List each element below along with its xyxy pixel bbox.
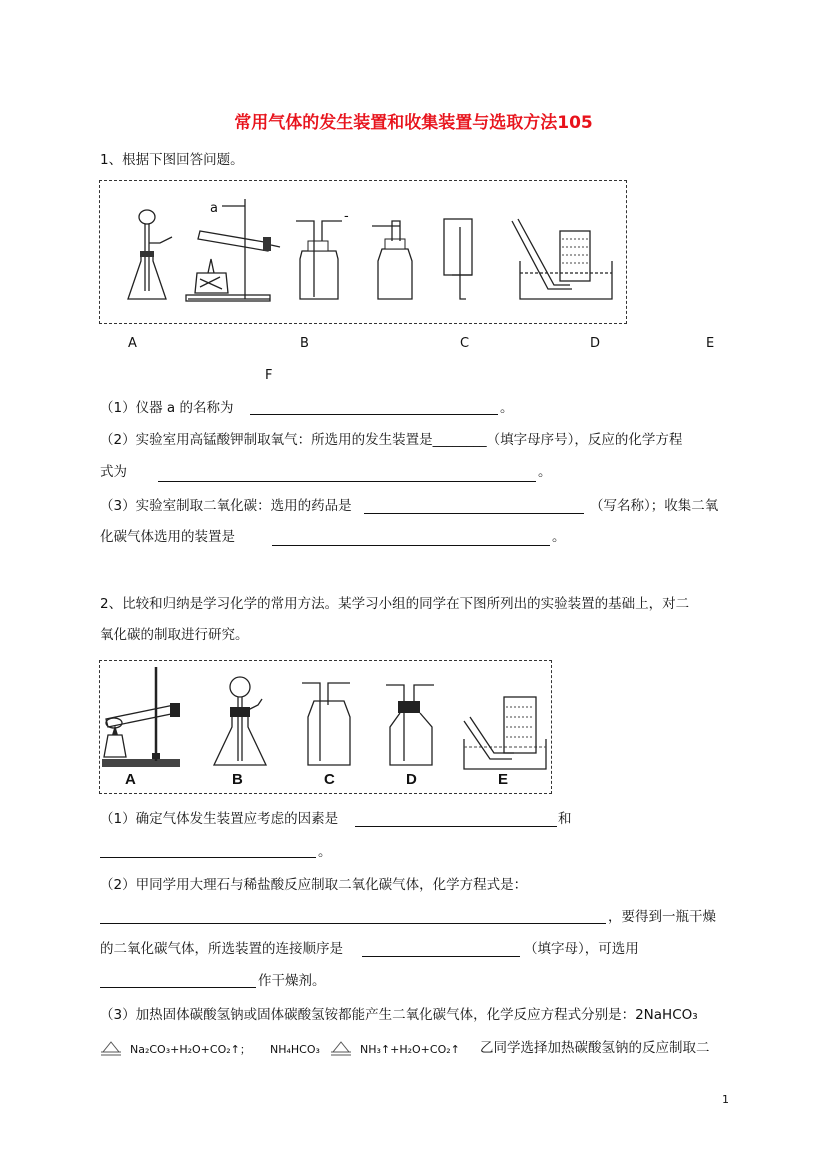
heating-triangle-icon bbox=[100, 1040, 122, 1056]
q2-apparatus-e bbox=[464, 697, 546, 769]
q2-part2-blank1[interactable] bbox=[100, 923, 606, 924]
q2-label-b: B bbox=[232, 771, 243, 788]
q1-part1-end: 。 bbox=[500, 400, 514, 416]
q2-label-c: C bbox=[324, 771, 335, 788]
q2-part2-blank2[interactable] bbox=[362, 956, 520, 957]
label-e: E bbox=[706, 336, 715, 351]
apparatus-b-heating bbox=[186, 199, 280, 301]
label-a: A bbox=[128, 336, 137, 351]
figure-dash: - bbox=[344, 209, 349, 224]
q1-part2-line2: 式为 bbox=[100, 464, 127, 480]
q2-label-d: D bbox=[406, 771, 417, 788]
q1-part3-end: 。 bbox=[552, 529, 566, 545]
q1-part2-end: 。 bbox=[538, 464, 552, 480]
apparatus-d-bottle bbox=[372, 221, 412, 299]
q2-figure bbox=[99, 660, 552, 794]
q1-apparatus-drawing bbox=[100, 181, 626, 323]
q1-part2-blank[interactable] bbox=[158, 481, 536, 482]
apparatus-c-bottle bbox=[296, 221, 342, 299]
q2-stem-line1: 2、比较和归纳是学习化学的常用方法。某学习小组的同学在下图所列出的实验装置的基础上，对二 bbox=[100, 596, 690, 612]
q2-part1-and: 和 bbox=[558, 811, 572, 827]
q2-part3-eq2b: NH₃↑+H₂O+CO₂↑ bbox=[360, 1043, 460, 1056]
q1-part3-line1b: （写名称）；收集二氧 bbox=[590, 498, 719, 514]
q2-label-e: E bbox=[498, 771, 509, 788]
q2-part2-line4: 作干燥剂。 bbox=[258, 973, 326, 989]
apparatus-e-inverted-jar bbox=[444, 219, 472, 299]
apparatus-a-flask bbox=[128, 210, 172, 299]
q2-apparatus-d bbox=[386, 685, 434, 765]
label-d: D bbox=[590, 336, 601, 351]
heating-triangle-icon bbox=[330, 1040, 352, 1056]
q2-part3-eq2a: NH₄HCO₃ bbox=[270, 1043, 320, 1056]
q1-part1-blank[interactable] bbox=[250, 414, 498, 415]
q2-part1-blank1[interactable] bbox=[355, 826, 557, 827]
label-c: C bbox=[460, 336, 470, 351]
q2-part2-line3b: （填字母），可选用 bbox=[524, 941, 639, 957]
q2-part1-end: 。 bbox=[318, 844, 332, 860]
q2-part3-eq1: Na₂CO₃+H₂O+CO₂↑； bbox=[130, 1043, 251, 1056]
q2-stem-line2: 氧化碳的制取进行研究。 bbox=[100, 627, 249, 643]
label-f: F bbox=[265, 368, 273, 383]
q2-apparatus-c bbox=[302, 683, 350, 765]
q2-label-a: A bbox=[125, 771, 136, 788]
q1-figure bbox=[99, 180, 627, 324]
label-b: B bbox=[300, 336, 309, 351]
q1-part3-blank1[interactable] bbox=[364, 513, 584, 514]
q1-part3-blank2[interactable] bbox=[272, 545, 550, 546]
q1-part2-line1: （2）实验室用高锰酸钾制取氧气：所选用的发生装置是________（填字母序号），反应的化学方程 bbox=[100, 432, 683, 448]
q2-part2-line3a: 的二氧化碳气体，所选装置的连接顺序是 bbox=[100, 941, 343, 957]
q2-part2-line1: （2）甲同学用大理石与稀盐酸反应制取二氧化碳气体，化学方程式是： bbox=[100, 877, 528, 893]
page-title: 常用气体的发生装置和收集装置与选取方法105 bbox=[234, 113, 593, 133]
q2-part3-line1: （3）加热固体碳酸氢钠或固体碳酸氢铵都能产生二氧化碳气体，化学反应方程式分别是：2NaHCO₃ bbox=[100, 1007, 698, 1023]
q2-part1: （1）确定气体发生装置应考虑的因素是 bbox=[100, 811, 339, 827]
instrument-a-label: a bbox=[210, 201, 218, 216]
page-number: 1 bbox=[722, 1093, 729, 1106]
q1-part3-line1a: （3）实验室制取二氧化碳：选用的药品是 bbox=[100, 498, 352, 514]
q1-part1: （1）仪器 a 的名称为 bbox=[100, 400, 234, 416]
q2-part3-tail: 乙同学选择加热碳酸氢钠的反应制取二 bbox=[480, 1040, 710, 1056]
q1-part3-line2: 化碳气体选用的装置是 bbox=[100, 529, 235, 545]
q2-apparatus-b bbox=[214, 677, 266, 765]
q2-part2-blank3[interactable] bbox=[100, 987, 256, 988]
apparatus-f-water-trough bbox=[512, 219, 612, 299]
q2-part2-line2-end: ，要得到一瓶干燥 bbox=[608, 909, 716, 925]
q1-stem: 1、根据下图回答问题。 bbox=[100, 152, 244, 168]
q2-part1-blank2[interactable] bbox=[100, 857, 316, 858]
q2-apparatus-a bbox=[102, 667, 180, 767]
